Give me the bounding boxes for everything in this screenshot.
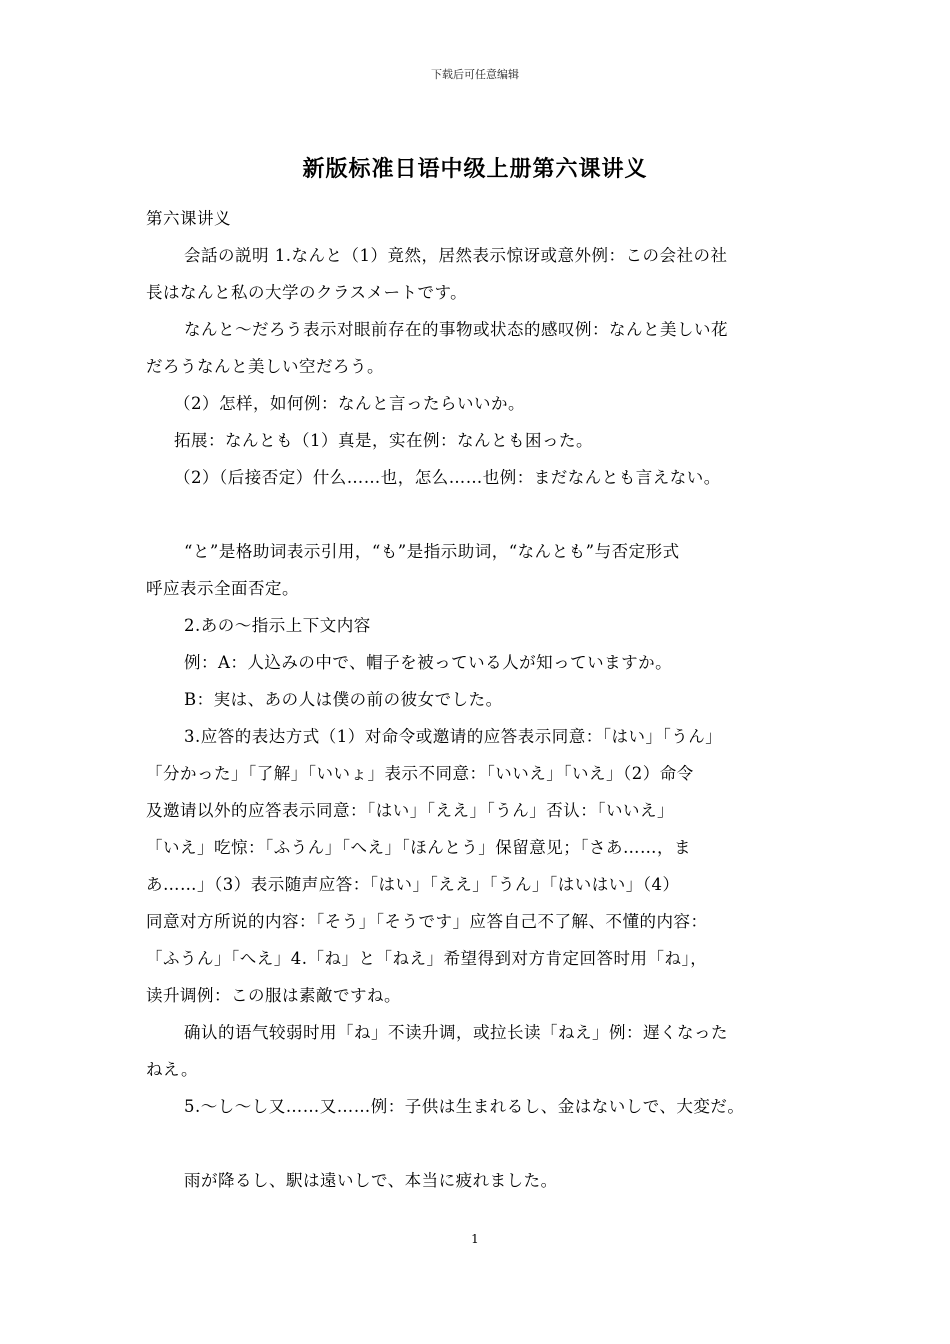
section-heading: 第六课讲义 <box>146 209 231 228</box>
page-number: 1 <box>471 1232 479 1246</box>
document-body <box>146 200 818 1199</box>
paragraph-line: 「分かった」「了解」「いいょ」表示不同意：「いいえ」「いえ」（2）命令 <box>146 764 694 783</box>
document-title: 新版标准日语中级上册第六课讲义 <box>302 156 648 182</box>
blank-line <box>146 496 818 533</box>
paragraph-line: 及邀请以外的应答表示同意：「はい」「ええ」「うん」否认：「いいえ」 <box>146 801 674 820</box>
paragraph-line: “と”是格助词表示引用，“も”是指示助词，“なんとも”与否定形式 <box>184 542 680 561</box>
paragraph-line: ねえ。 <box>146 1060 198 1079</box>
paragraph-line: 3.应答的表达方式（1）对命令或邀请的应答表示同意：「はい」「うん」 <box>184 727 723 746</box>
page-header: 下载后可任意编辑 <box>431 68 519 81</box>
paragraph-line: 例：A：人込みの中で、帽子を被っている人が知っていますか。 <box>184 653 673 672</box>
paragraph-line: なんと～だろう表示对眼前存在的事物或状态的感叹例：なんと美しい花 <box>184 320 728 339</box>
paragraph-line: 「ふうん」「へえ」4.「ね」と「ねえ」希望得到对方肯定回答时用「ね」， <box>146 949 708 968</box>
paragraph-line: 「いえ」吃惊：「ふうん」「へえ」「ほんとう」保留意见；「さあ……，ま <box>146 838 691 857</box>
paragraph-line: B：実は、あの人は僕の前の彼女でした。 <box>184 690 503 709</box>
paragraph-line: 長はなんと私の大学のクラスメートです。 <box>146 283 468 302</box>
paragraph-line: 读升调例：この服は素敵ですね。 <box>146 986 401 1005</box>
paragraph-line: あ……」（3）表示随声应答：「はい」「ええ」「うん」「はいはい」（4） <box>146 875 680 894</box>
paragraph-line: （2）（后接否定）什么……也，怎么……也例：まだなんとも言えない。 <box>174 468 721 487</box>
paragraph-line: 同意对方所说的内容：「そう」「そうです」应答自己不了解、不懂的内容： <box>146 912 708 931</box>
paragraph-line: 5.～し～し又……又……例：子供は生まれるし、金はないしで、大変だ。 <box>184 1097 745 1116</box>
paragraph-line: だろうなんと美しい空だろう。 <box>146 357 384 376</box>
paragraph-line: 呼应表示全面否定。 <box>146 579 299 598</box>
paragraph-line: （2）怎样，如何例：なんと言ったらいいか。 <box>174 394 525 413</box>
paragraph-line: 拓展：なんとも（1）真是，实在例：なんとも困った。 <box>174 431 593 450</box>
paragraph-line: 确认的语气较弱时用「ね」不读升调，或拉长读「ねえ」例：遅くなった <box>184 1023 728 1042</box>
paragraph-line: 2.あの～指示上下文内容 <box>184 616 371 635</box>
blank-line <box>146 1125 818 1162</box>
paragraph-line: 会話の説明 1.なんと（1）竟然，居然表示惊讶或意外例：この会社の社 <box>184 246 728 265</box>
paragraph-line: 雨が降るし、駅は遠いしで、本当に疲れました。 <box>184 1171 558 1190</box>
